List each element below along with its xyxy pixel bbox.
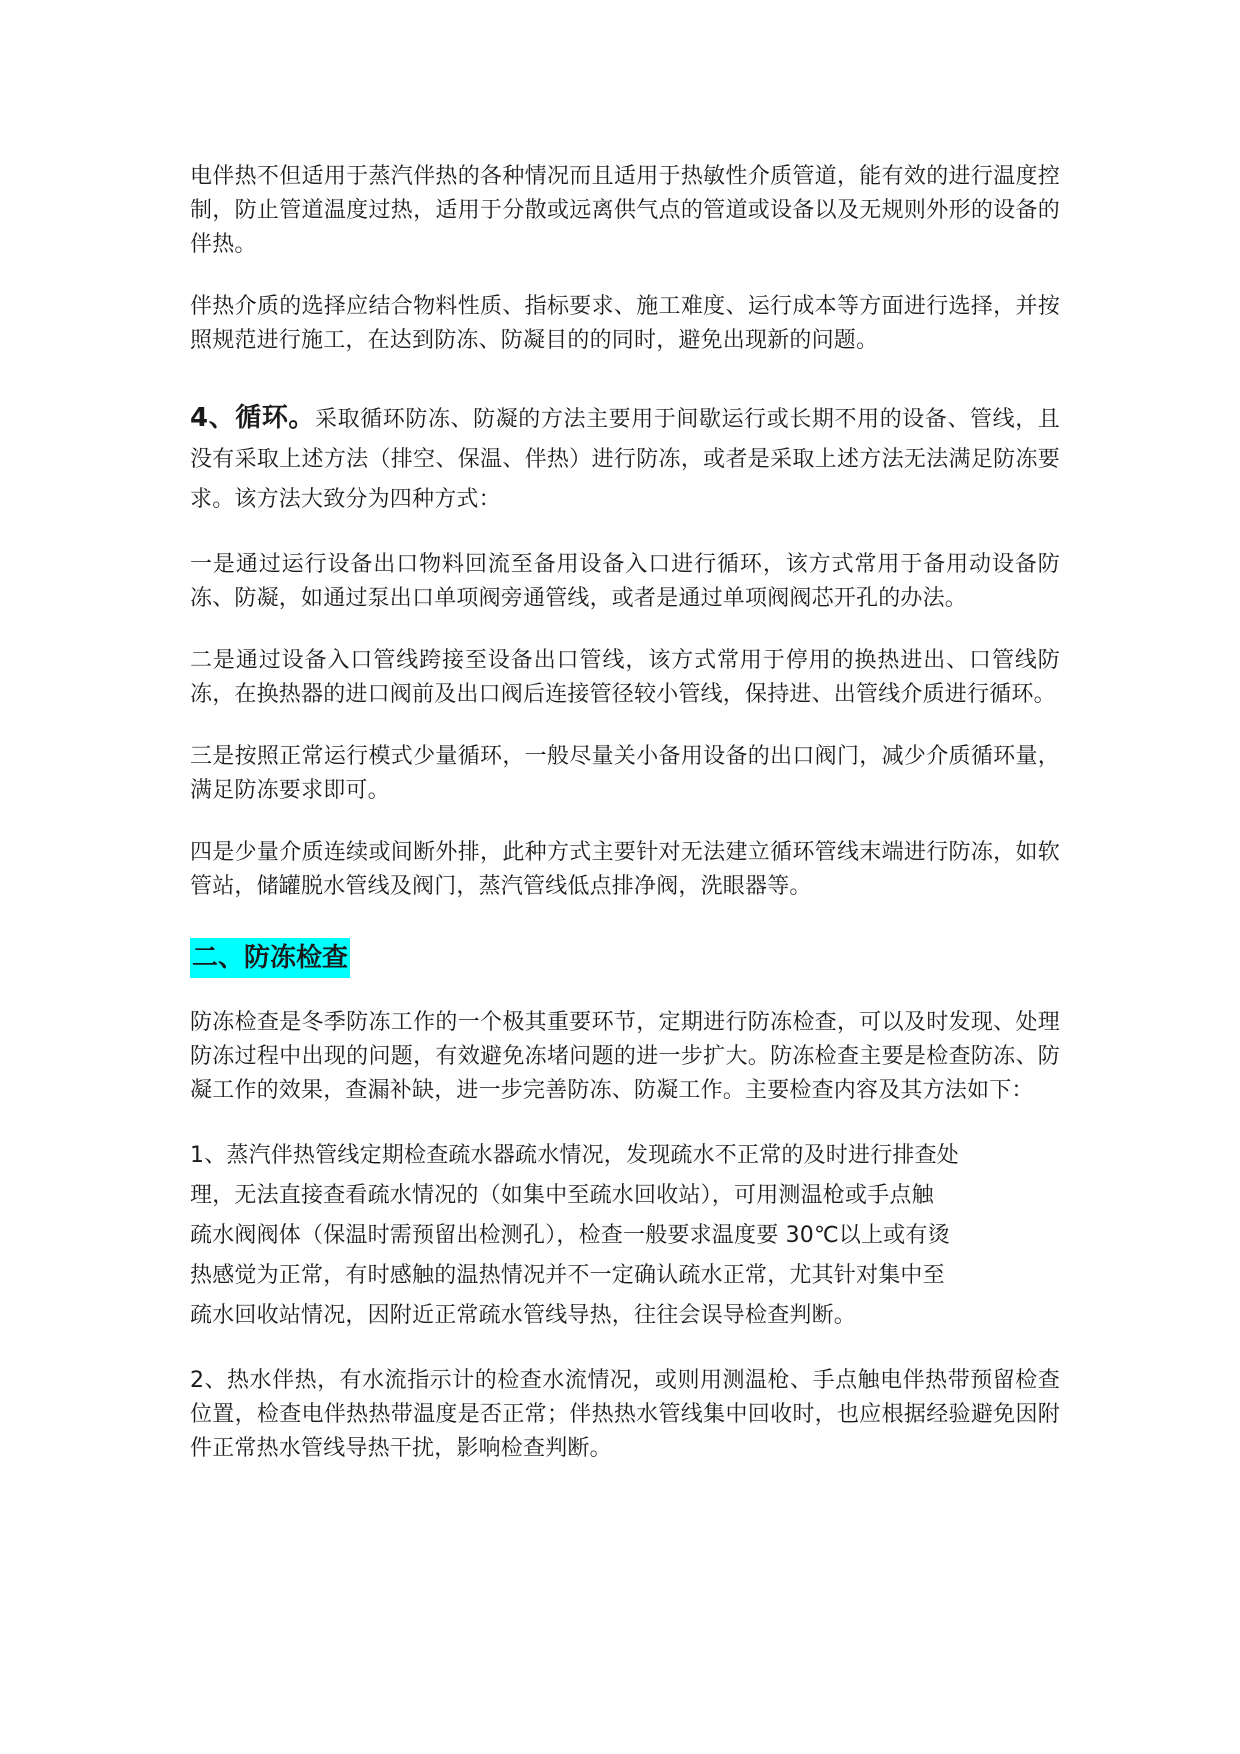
- section-2-heading: 二、防冻检查: [190, 938, 350, 978]
- check-item-1-line: 理，无法直接查看疏水情况的（如集中至疏水回收站），可用测温枪或手点触: [190, 1183, 934, 1208]
- section-4-heading: 4、循环。: [190, 403, 316, 433]
- method-four: 四是少量介质连续或间断外排，此种方式主要针对无法建立循环管线末端进行防冻，如软管站，储罐脱水管线及阀门，蒸汽管线低点排净阀，洗眼器等。: [190, 840, 1060, 899]
- section-2-intro: 防冻检查是冬季防冻工作的一个极其重要环节，定期进行防冻检查，可以及时发现、处理防冻过程中出现的问题，有效避免冻堵问题的进一步扩大。防冻检查主要是检查防冻、防凝工作的效果，查漏补缺，进一步完善防冻、防凝工作。主要检查内容及其方法如下：: [190, 1010, 1060, 1103]
- check-item-1-line: 疏水回收站情况，因附近正常疏水管线导热，往往会误导检查判断。: [190, 1303, 857, 1328]
- check-item-1: [190, 1136, 1060, 1336]
- section-4-text: 采取循环防冻、防凝的方法主要用于间歇运行或长期不用的设备、管线，且没有采取上述方法（排空、保温、伴热）进行防冻，或者是采取上述方法无法满足防冻要求。该方法大致分为四种方式：: [190, 407, 1060, 512]
- check-item-2: 2、热水伴热，有水流指示计的检查水流情况，或则用测温枪、手点触电伴热带预留检查位置，检查电伴热热带温度是否正常；伴热热水管线集中回收时，也应根据经验避免因附件正常热水管线导热干扰，影响检查判断。: [190, 1368, 1060, 1461]
- section-4-circulation: [190, 398, 1060, 520]
- paragraph-tracing-medium: 伴热介质的选择应结合物料性质、指标要求、施工难度、运行成本等方面进行选择，并按照规范进行施工，在达到防冻、防凝目的的同时，避免出现新的问题。: [190, 294, 1060, 353]
- method-two: 二是通过设备入口管线跨接至设备出口管线，该方式常用于停用的换热进出、口管线防冻，在换热器的进口阀前及出口阀后连接管径较小管线，保持进、出管线介质进行循环。: [190, 648, 1060, 707]
- method-three: 三是按照正常运行模式少量循环，一般尽量关小备用设备的出口阀门，减少介质循环量，满足防冻要求即可。: [190, 744, 1060, 803]
- paragraph-electric-tracing: 电伴热不但适用于蒸汽伴热的各种情况而且适用于热敏性介质管道，能有效的进行温度控制，防止管道温度过热，适用于分散或远离供气点的管道或设备以及无规则外形的设备的伴热。: [190, 164, 1060, 257]
- section-2-wrapper: [190, 932, 1060, 1006]
- method-one: 一是通过运行设备出口物料回流至备用设备入口进行循环，该方式常用于备用动设备防冻、防凝，如通过泵出口单项阀旁通管线，或者是通过单项阀阀芯开孔的办法。: [190, 552, 1060, 611]
- check-item-1-line: 1、蒸汽伴热管线定期检查疏水器疏水情况，发现疏水不正常的及时进行排查处: [190, 1143, 959, 1168]
- check-item-1-line: 疏水阀阀体（保温时需预留出检测孔），检查一般要求温度要 30℃以上或有烫: [190, 1223, 950, 1248]
- document-page: [190, 160, 1060, 1494]
- check-item-1-line: 热感觉为正常，有时感触的温热情况并不一定确认疏水正常，尤其针对集中至: [190, 1263, 945, 1288]
